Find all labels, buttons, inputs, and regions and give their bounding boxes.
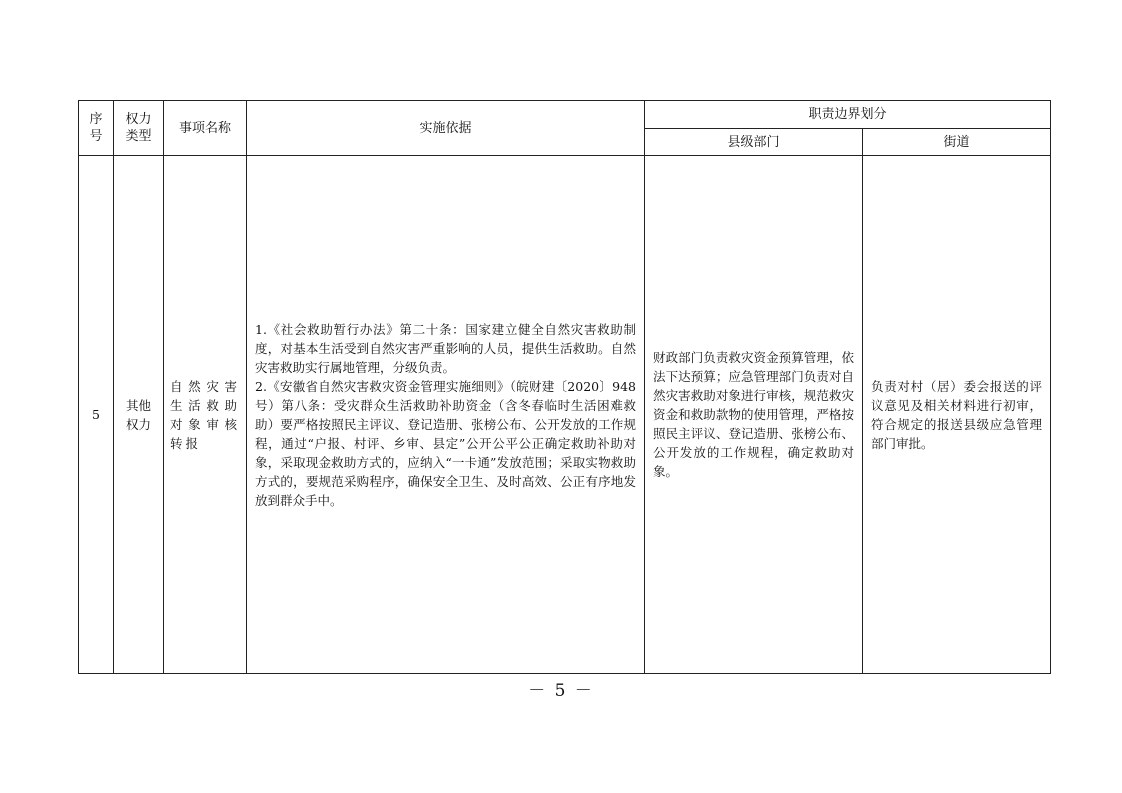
page-number: － 5 －	[528, 681, 594, 701]
header-seq: 序号	[79, 101, 114, 156]
responsibility-table	[78, 100, 1051, 674]
basis-item-2: 2.《安徽省自然灾害救灾资金管理实施细则》（皖财建〔2020〕948号）第八条：受灾群众生活救助补助资金（含冬春临时生活困难救助）要严格按照民主评议、登记造册、张榜公布、公开发放的工作规程，通过“户报、村评、乡审、县定”公开公平公正确定救助补助对象，采取现金救助方式的，应纳入“一卡通”发放范围；采取实物救助方式的，要规范采购程序，确保安全卫生、及时高效、公正有序地发放到群众手中。	[255, 378, 636, 508]
header-county-dept: 县级部门	[645, 129, 863, 156]
header-basis: 实施依据	[247, 101, 645, 156]
basis-item-1: 1.《社会救助暂行办法》第二十条：国家建立健全自然灾害救助制度，对基本生活受到自然灾害严重影响的人员，提供生活救助。自然灾害救助实行属地管理，分级负责。	[255, 321, 636, 375]
table-row	[79, 156, 1051, 674]
header-power-type: 权力类型	[114, 101, 164, 156]
cell-street: 负责对村（居）委会报送的评议意见及相关材料进行初审，符合规定的报送县级应急管理部门审批。	[863, 156, 1051, 674]
cell-power-type: 其他权力	[114, 156, 164, 674]
header-item-name: 事项名称	[164, 101, 247, 156]
cell-county-dept: 财政部门负责救灾资金预算管理，依法下达预算；应急管理部门负责对自然灾害救助对象进行审核，规范救灾资金和救助款物的使用管理，严格按照民主评议、登记造册、张榜公布、公开发放的工作规程，确定救助对象。	[645, 156, 863, 674]
cell-basis	[247, 156, 645, 674]
header-street: 街道	[863, 129, 1051, 156]
header-division: 职责边界划分	[645, 101, 1051, 129]
cell-seq: 5	[79, 156, 114, 674]
cell-item-name: 自然灾害生活救助对象审核转报	[164, 156, 247, 674]
